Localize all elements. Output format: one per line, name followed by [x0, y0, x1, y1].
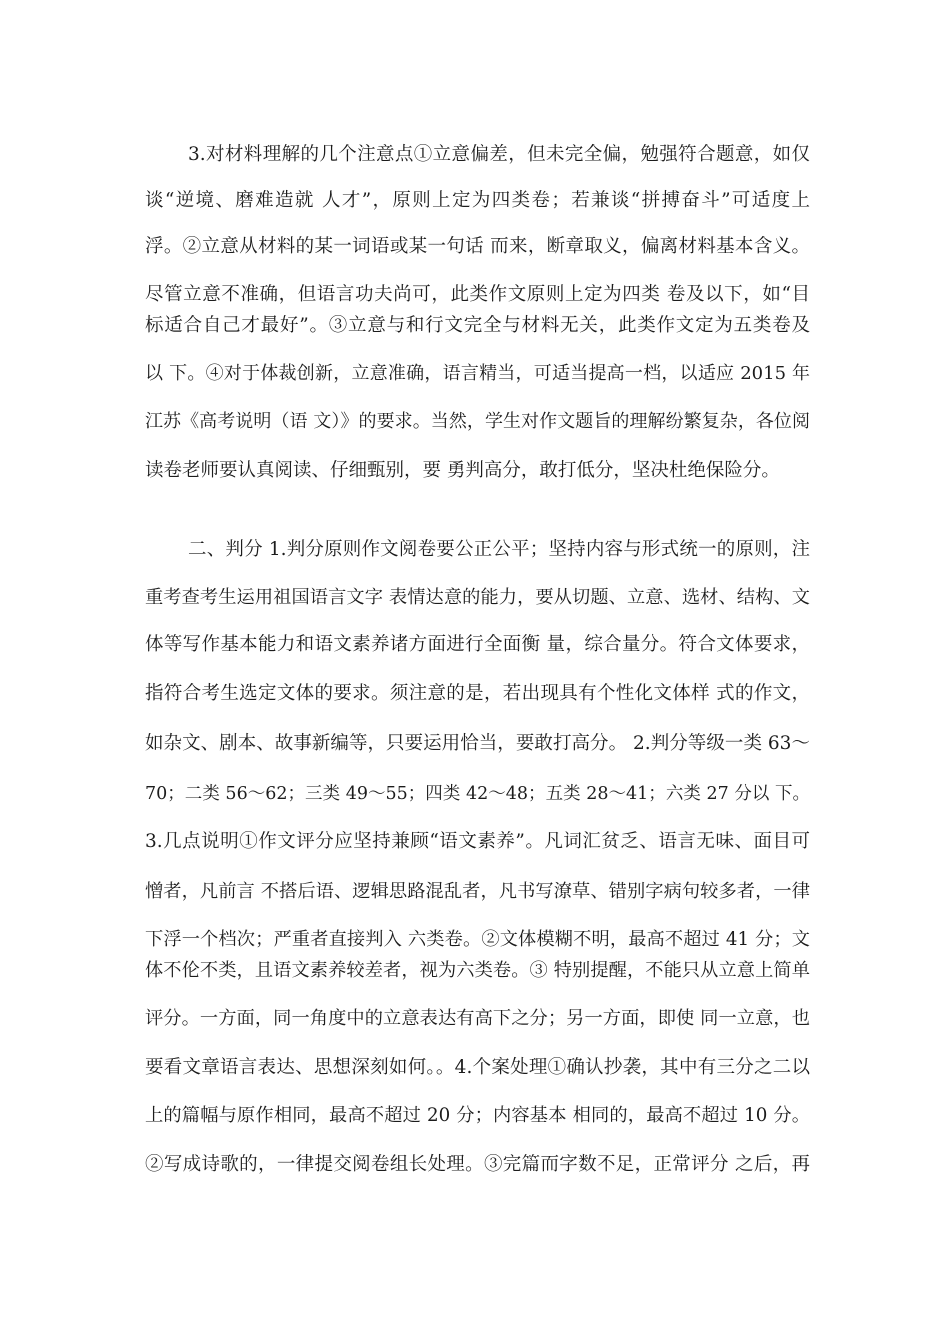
paragraph-2-line-3: 体等写作基本能力和语文素养诸方面进行全面衡 量，综合量分。符合文体要求，	[145, 634, 810, 655]
paragraph-2-line-6: 70；二类 56～62；三类 49～55；四类 42～48；五类 28～41；六类 27 分以 下。	[145, 784, 810, 804]
paragraph-1-line-2: 谈“逆境、磨难造就 人才”，原则上定为四类卷；若兼谈“拼搏奋斗”可适度上	[145, 190, 810, 211]
paragraph-2-line-14: ②写成诗歌的，一律提交阅卷组长处理。③完篇而字数不足，正常评分 之后，再	[145, 1154, 810, 1175]
paragraph-2-line-2: 重考查考生运用祖国语言文字 表情达意的能力，要从切题、立意、选材、结构、文	[145, 587, 810, 608]
paragraph-1-line-7: 江苏《高考说明（语 文）》的要求。当然，学生对作文题旨的理解纷繁复杂，各位阅	[145, 411, 810, 432]
paragraph-2-line-4: 指符合考生选定文体的要求。须注意的是，若出现具有个性化文体样 式的作文，	[145, 683, 810, 704]
paragraph-2-line-5: 如杂文、剧本、故事新编等，只要运用恰当，要敢打高分。 2.判分等级一类 63～	[145, 733, 810, 754]
paragraph-1-line-8: 读卷老师要认真阅读、仔细甄别，要 勇判高分，敢打低分，坚决杜绝保险分。	[145, 460, 780, 481]
paragraph-1-line-4: 尽管立意不准确，但语言功夫尚可，此类作文原则上定为四类 卷及以下，如“目	[145, 284, 810, 305]
paragraph-2-line-1: 二、判分 1.判分原则作文阅卷要公正公平；坚持内容与形式统一的原则，注	[188, 539, 810, 560]
paragraph-2-line-9: 下浮一个档次；严重者直接判入 六类卷。②文体模糊不明，最高不超过 41 分；文	[145, 929, 810, 950]
paragraph-1-line-3: 浮。②立意从材料的某一词语或某一句话 而来，断章取义，偏离材料基本含义。	[145, 236, 810, 257]
paragraph-2-line-11: 评分。一方面，同一角度中的立意表达有高下之分；另一方面，即使 同一立意，也	[145, 1008, 810, 1029]
paragraph-2-line-13: 上的篇幅与原作相同，最高不超过 20 分；内容基本 相同的，最高不超过 10 分。	[145, 1105, 810, 1126]
paragraph-2-line-12: 要看文章语言表达、思想深刻如何。。4.个案处理①确认抄袭，其中有三分之二以	[145, 1057, 810, 1078]
paragraph-2-line-10: 体不伦不类，且语文素养较差者，视为六类卷。③ 特别提醒，不能只从立意上简单	[145, 960, 810, 981]
paragraph-1-line-6: 以 下。④对于体裁创新，立意准确，语言精当，可适当提高一档，以适应 2015 年	[145, 363, 810, 384]
paragraph-1-line-1: 3.对材料理解的几个注意点①立意偏差，但未完全偏，勉强符合题意，如仅	[188, 144, 810, 165]
paragraph-1-line-5: 标适合自己才最好”。③立意与和行文完全与材料无关，此类作文定为五类卷及	[145, 315, 810, 336]
paragraph-2-line-8: 憎者，凡前言 不搭后语、逻辑思路混乱者，凡书写潦草、错别字病句较多者，一律	[145, 881, 810, 902]
paragraph-2-line-7: 3.几点说明①作文评分应坚持兼顾“语文素养”。凡词汇贫乏、语言无味、面目可	[145, 831, 810, 852]
